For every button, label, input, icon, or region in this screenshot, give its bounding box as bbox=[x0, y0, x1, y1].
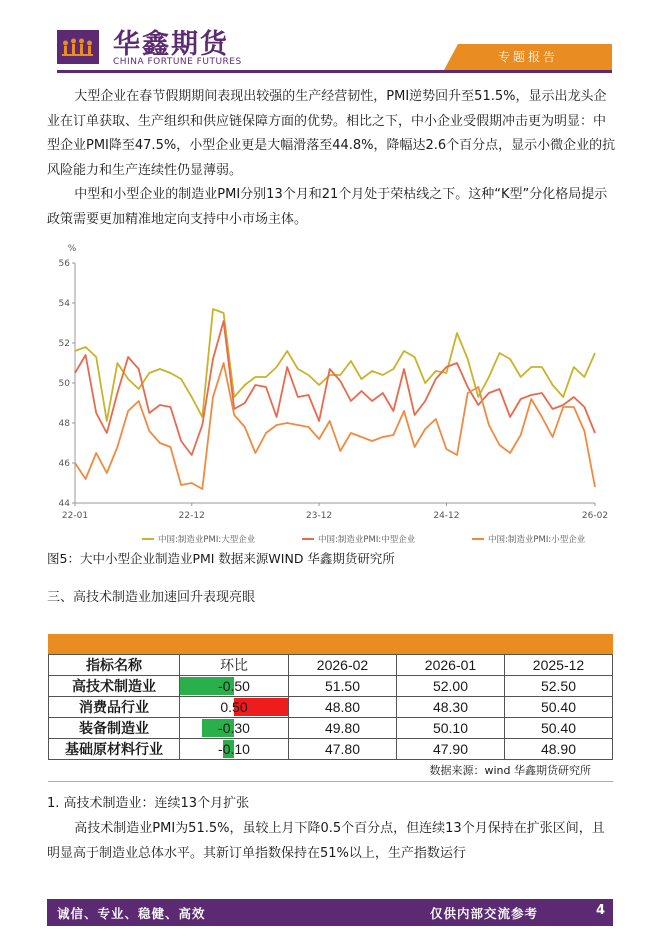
mom-value: -0.30 bbox=[218, 720, 250, 736]
logo-en-text: CHINA FORTUNE FUTURES bbox=[113, 57, 242, 67]
x-tick-label: 22-12 bbox=[178, 511, 205, 521]
col-header-2026-02: 2026-02 bbox=[289, 655, 397, 676]
row-mom-cell bbox=[180, 739, 289, 760]
paragraph-1: 大型企业在春节假期期间表现出较强的生产经营韧性，PMI逆势回升至51.5%，显示出龙头企业在订单获取、生产组织和供应链保障方面的优势。相比之下，中小企业受假期冲击更为明显：中型企业PMI降至47.5%，小型企业更是大幅滑落至44.8%，降幅达2.6个百分点，显示小微企业的抗风险能力和生产连续性仍显薄弱。 bbox=[47, 89, 616, 178]
legend-label-0: 中国:制造业PMI:大型企业 bbox=[158, 535, 256, 545]
row-value-2025-12: 50.40 bbox=[505, 718, 613, 739]
y-tick-label: 46 bbox=[58, 459, 70, 469]
row-name: 基础原材料行业 bbox=[49, 739, 180, 760]
row-value-2026-02: 47.80 bbox=[289, 739, 397, 760]
y-tick-label: 54 bbox=[58, 299, 70, 309]
row-mom-cell bbox=[180, 718, 289, 739]
table-row bbox=[49, 676, 613, 697]
col-header-2025-12: 2025-12 bbox=[505, 655, 613, 676]
header-rule bbox=[57, 70, 612, 73]
figure-caption: 图5：大中小型企业制造业PMI 数据来源WIND 华鑫期货研究所 bbox=[47, 551, 395, 566]
table-row bbox=[49, 739, 613, 760]
y-tick-label: 44 bbox=[58, 499, 70, 509]
row-value-2026-02: 48.80 bbox=[289, 697, 397, 718]
row-value-2026-01: 52.00 bbox=[397, 676, 505, 697]
row-value-2026-02: 49.80 bbox=[289, 718, 397, 739]
x-tick-label: 23-12 bbox=[306, 511, 333, 521]
paragraph-2: 中型和小型企业的制造业PMI分别13个月和21个月处于荣枯线之下。这种“K型”分化格局提示政策需要更加精准地定向支持中小市场主体。 bbox=[47, 187, 608, 227]
legend-label-1: 中国:制造业PMI:中型企业 bbox=[318, 535, 416, 545]
pmi-industry-table bbox=[48, 634, 613, 782]
mom-value: -0.10 bbox=[218, 741, 250, 757]
pmi-line-chart bbox=[47, 236, 613, 552]
x-tick-label: 24-12 bbox=[433, 511, 460, 521]
row-name: 装备制造业 bbox=[49, 718, 180, 739]
company-logo-icon bbox=[57, 30, 99, 64]
row-mom-cell bbox=[180, 676, 289, 697]
report-type-tag: 专题报告 bbox=[444, 44, 612, 70]
y-axis-unit: % bbox=[67, 244, 77, 254]
row-name: 消费品行业 bbox=[49, 697, 180, 718]
y-tick-label: 52 bbox=[58, 339, 70, 349]
row-value-2026-01: 48.30 bbox=[397, 697, 505, 718]
y-tick-label: 48 bbox=[58, 419, 70, 429]
section-3-title: 三、高技术制造业加速回升表现亮眼 bbox=[47, 590, 256, 605]
logo-cn-text: 华鑫期货 bbox=[113, 29, 229, 60]
row-value-2026-02: 51.50 bbox=[289, 676, 397, 697]
table-header-row bbox=[49, 655, 613, 676]
table-source: 数据来源：wind 华鑫期货研究所 bbox=[48, 760, 613, 782]
subsection-1-title: 1. 高技术制造业：连续13个月扩张 bbox=[47, 796, 250, 811]
table-header-band bbox=[48, 634, 613, 654]
x-tick-label: 26-02 bbox=[581, 511, 609, 521]
row-value-2026-01: 47.90 bbox=[397, 739, 505, 760]
paragraph-3: 高技术制造业PMI为51.5%，虽较上月下降0.5个百分点，但连续13个月保持在扩张区间，且明显高于制造业总体水平。其新订单指数保持在51%以上，生产指数运行 bbox=[47, 821, 605, 861]
tag-notch bbox=[444, 44, 458, 70]
col-header-mom: 环比 bbox=[180, 655, 289, 676]
row-value-2025-12: 50.40 bbox=[505, 697, 613, 718]
y-tick-label: 56 bbox=[58, 259, 70, 269]
page-number: 4 bbox=[595, 903, 605, 918]
col-header-2026-01: 2026-01 bbox=[397, 655, 505, 676]
mom-value: 0.50 bbox=[220, 699, 248, 715]
x-tick-label: 22-01 bbox=[61, 511, 89, 521]
col-header-name: 指标名称 bbox=[49, 655, 180, 676]
row-name: 高技术制造业 bbox=[49, 676, 180, 697]
page-footer bbox=[47, 899, 613, 926]
table-row bbox=[49, 718, 613, 739]
page-header bbox=[0, 0, 662, 80]
row-mom-cell bbox=[180, 697, 289, 718]
footer-disclaimer: 仅供内部交流参考 bbox=[430, 906, 539, 921]
y-tick-label: 50 bbox=[58, 379, 70, 389]
footer-slogan: 诚信、专业、稳健、高效 bbox=[57, 906, 206, 921]
legend-label-2: 中国:制造业PMI:小型企业 bbox=[488, 535, 586, 545]
row-value-2026-01: 50.10 bbox=[397, 718, 505, 739]
table-row bbox=[49, 697, 613, 718]
row-value-2025-12: 48.90 bbox=[505, 739, 613, 760]
chart-legend bbox=[142, 534, 586, 545]
mom-value: -0.50 bbox=[218, 678, 250, 694]
row-value-2025-12: 52.50 bbox=[505, 676, 613, 697]
